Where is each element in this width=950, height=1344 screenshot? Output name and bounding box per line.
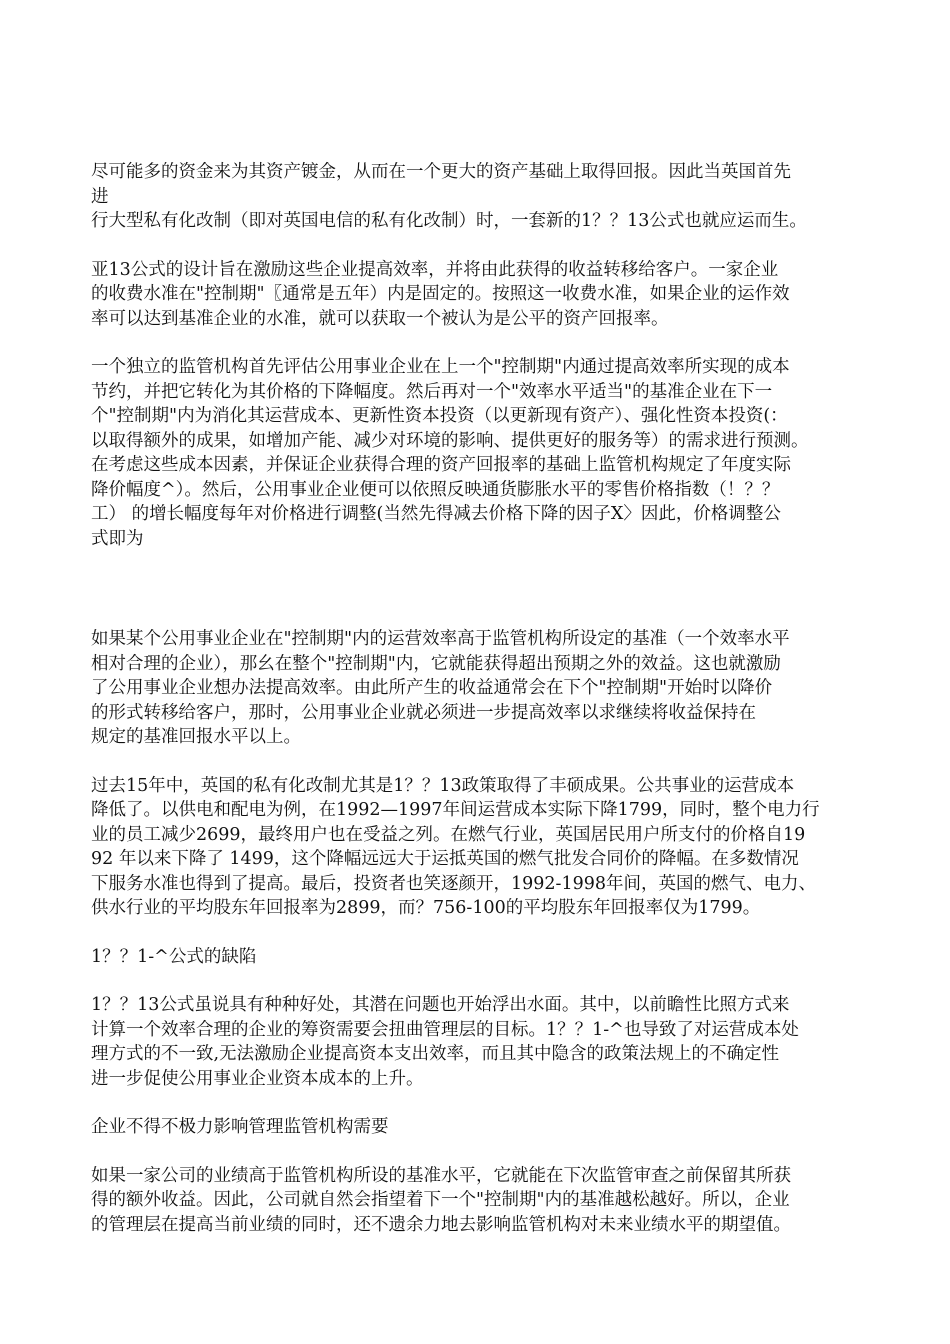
text-line: 降低了。以供电和配电为例，在1992—1997年间运营成本实际下降1799，同时，整个电力行 (91, 800, 820, 820)
text-line: 工） 的增长幅度每年对价格进行调整(当然先得减去价格下降的因子X〉因此，价格调整公 (91, 504, 781, 524)
section-heading: 1？？1-^公式的缺陷 (91, 946, 257, 967)
text-line: 了公用事业企业想办法提高效率。由此所产生的收益通常会在下个"控制期"开始时以降价 (91, 678, 773, 698)
paragraph-asset-base (91, 160, 871, 234)
text-line: 进 (91, 186, 109, 207)
text-line: 在考虑这些成本因素，并保证企业获得合理的资产回报率的基础上监管机构规定了年度实际 (91, 455, 791, 475)
text-line: 相对合理的企业），那幺在整个"控制期"内，它就能获得超出预期之外的效益。这也就激励 (91, 653, 781, 674)
text-line: 的收费水准在"控制期"〖通常是五年）内是固定的。按照这一收费水准，如果企业的运作效 (91, 284, 790, 304)
text-line: 92 年以来下降了 1499，这个降幅远远大于运抵英国的燃气批发合同价的降幅。在多数情况 (91, 849, 799, 869)
text-line: 率可以达到基准企业的水准，就可以获取一个被认为是公平的资产回报率。 (91, 308, 669, 329)
text-line: 下服务水准也得到了提高。最后，投资者也笑逐颜开，1992-1998年间，英国的燃气、电力、 (91, 873, 816, 894)
paragraph-regulator-assessment (91, 355, 871, 551)
paragraph-management-influence (91, 1164, 871, 1238)
text-line: 如果某个公用事业企业在"控制期"内的运营效率高于监管机构所设定的基准（一个效率水平 (91, 629, 790, 649)
paragraph-efficiency-incentive (91, 627, 871, 750)
text-line: 以取得额外的成果，如增加产能、减少对环境的影响、提供更好的服务等）的需求进行预测。 (91, 430, 809, 451)
text-line: 尽可能多的资金来为其资产镀金，从而在一个更大的资产基础上取得回报。因此当英国首先 (91, 162, 791, 182)
text-line: 业的员工减少2699，最终用户也在受益之列。在燃气行业，英国居民用户所支付的价格自19 (91, 824, 806, 845)
text-line: 的形式转移给客户，那时，公用事业企业就必须进一步提高效率以求继续将收益保持在 (91, 702, 756, 723)
text-line: 如果一家公司的业绩高于监管机构所设的基准水平，它就能在下次监管审查之前保留其所获 (91, 1165, 791, 1186)
text-line: 供水行业的平均股东年回报率为2899，而？756-100的平均股东年回报率仅为1799。 (91, 898, 761, 918)
text-line: 进一步促使公用事业企业资本成本的上升。 (91, 1068, 424, 1089)
paragraph-formula-problems (91, 993, 871, 1091)
paragraph-uk-results (91, 774, 871, 921)
text-line: 个"控制期"内为消化其运营成本、更新性资本投资（以更新现有资产）、强化性资本投资(： (91, 406, 788, 426)
formula-gap (91, 575, 871, 627)
text-line: 亚13公式的设计旨在激励这些企业提高效率，并将由此获得的收益转移给客户。一家企业 (91, 259, 779, 280)
text-line: 过去15年中，英国的私有化改制尤其是1？？13政策取得了丰硕成果。公共事业的运营成本 (91, 775, 795, 796)
text-line: 节约，并把它转化为其价格的下降幅度。然后再对一个"效率水平适当"的基准企业在下一 (91, 381, 773, 402)
text-line: 式即为 (91, 528, 144, 549)
text-line: 得的额外收益。因此，公司就自然会指望着下一个"控制期"内的基准越松越好。所以，企业 (91, 1190, 790, 1210)
text-line: 行大型私有化改制（即对英国电信的私有化改制）时，一套新的1？？13公式也就应运而生。 (91, 211, 807, 231)
text-line: 计算一个效率合理的企业的筹资需要会扭曲管理层的目标。1？？1-^也导致了对运营成本处 (91, 1019, 799, 1040)
text-line: 规定的基准回报水平以上。 (91, 727, 301, 747)
text-line: 1？？13公式虽说具有种种好处，其潜在问题也开始浮出水面。其中，以前瞻性比照方式来 (91, 995, 790, 1015)
paragraph-formula-design (91, 258, 871, 332)
section-heading-formula-defects (91, 945, 871, 970)
text-line: 降价幅度^）。然后，公用事业企业便可以依照反映通货膨胀水平的零售价格指数（！？？ (91, 479, 780, 500)
text-line: 的管理层在提高当前业绩的同时，还不遗余力地去影响监管机构对未来业绩水平的期望值。 (91, 1214, 791, 1235)
section-heading-influence-regulator (91, 1115, 871, 1140)
section-heading: 企业不得不极力影响管理监管机构需要 (91, 1117, 389, 1137)
text-line: 理方式的不一致,无法激励企业提高资本支出效率，而且其中隐含的政策法规上的不确定性 (91, 1044, 780, 1064)
text-line: 一个独立的监管机构首先评估公用事业企业在上一个"控制期"内通过提高效率所实现的成本 (91, 357, 790, 377)
document-body (91, 160, 871, 1261)
